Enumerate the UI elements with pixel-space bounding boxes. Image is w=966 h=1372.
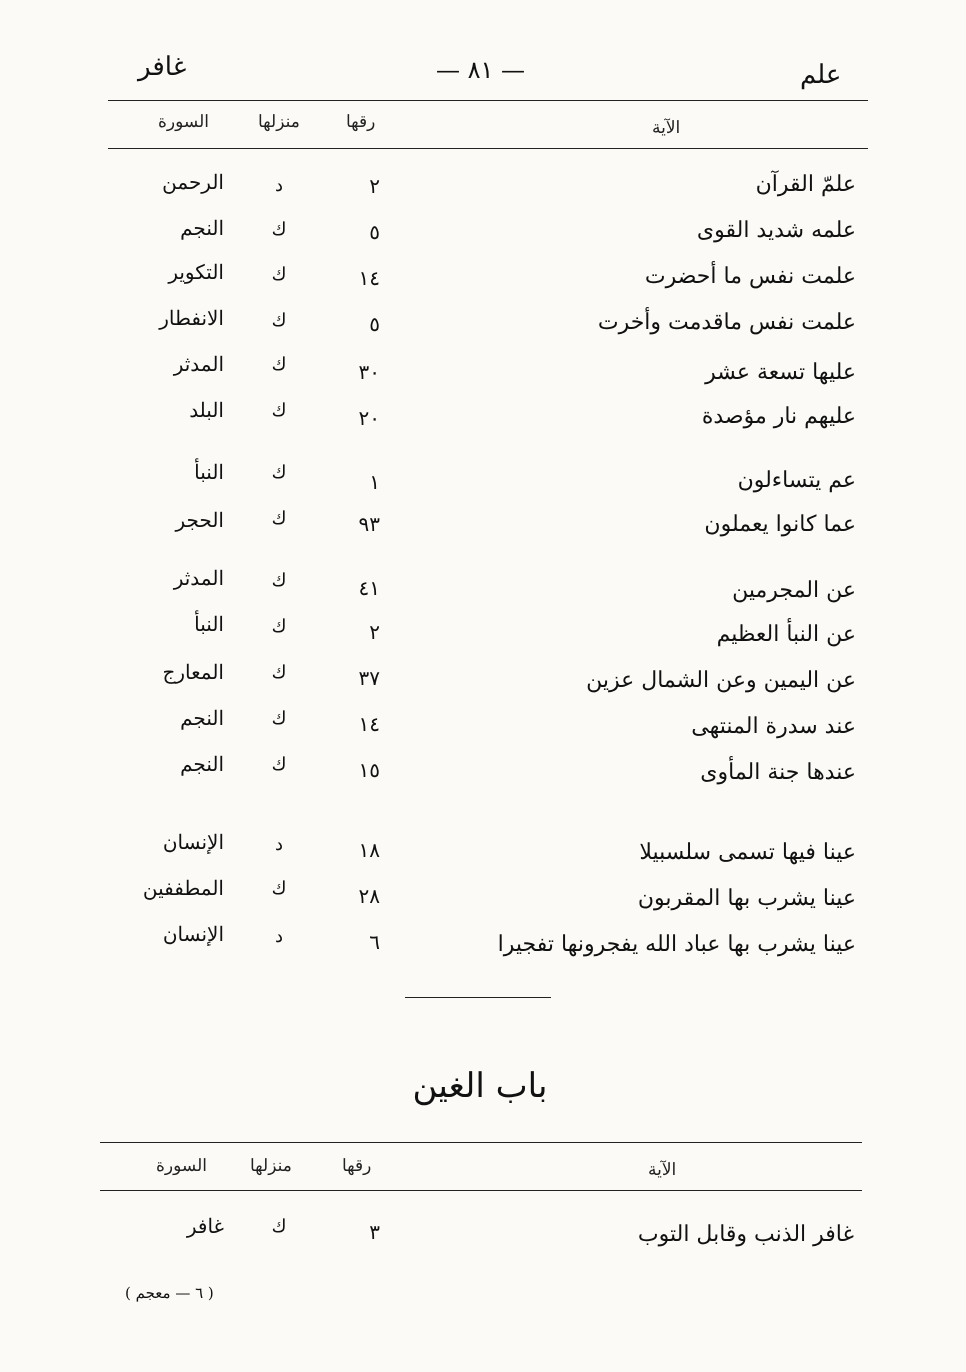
section-separator bbox=[405, 997, 551, 998]
revelation-type: ك bbox=[271, 310, 287, 331]
surah-name: النبأ bbox=[194, 460, 224, 484]
ayah-text: عينا فيها تسمى سلسبيلا bbox=[639, 840, 856, 865]
ayah-number: ١٥ bbox=[358, 758, 380, 782]
ayah-text: عن النبأ العظيم bbox=[716, 622, 856, 647]
revelation-type: د bbox=[274, 834, 283, 855]
ayah-number: ١٤ bbox=[358, 266, 380, 290]
revelation-type: ك bbox=[271, 400, 287, 421]
header-right-word: علم bbox=[800, 60, 842, 90]
surah-name: المدثر bbox=[173, 566, 224, 590]
ayah-number: ٣ bbox=[369, 1220, 380, 1244]
page-number: — ٨١ — bbox=[436, 56, 526, 84]
surah-name: الانفطار bbox=[159, 306, 224, 330]
revelation-type: ك bbox=[271, 264, 287, 285]
ayah-number: ١٤ bbox=[358, 712, 380, 736]
ayah-number: ٢ bbox=[369, 174, 380, 198]
ayah-number: ٤١ bbox=[358, 576, 380, 600]
header-rule bbox=[108, 100, 868, 101]
surah-name: المدثر bbox=[173, 352, 224, 376]
surah-name: الرحمن bbox=[162, 170, 224, 194]
ayah-number: ٣٧ bbox=[358, 666, 380, 690]
ayah-text: عندها جنة المأوى bbox=[700, 760, 856, 785]
ayah-text: عما كانوا يعملون bbox=[704, 512, 856, 537]
ayah-text: عليهم نار مؤصدة bbox=[701, 404, 856, 429]
surah-name: المعارج bbox=[162, 660, 224, 684]
revelation-type: ك bbox=[271, 354, 287, 375]
surah-name: البلد bbox=[189, 398, 224, 422]
column-header-revelation: منزلها bbox=[258, 112, 300, 132]
revelation-type: د bbox=[274, 926, 283, 947]
revelation-type: ك bbox=[271, 570, 287, 591]
section-title: باب الغين bbox=[412, 1066, 548, 1106]
ayah-text: عينا يشرب بها عباد الله يفجرونها تفجيرا bbox=[497, 932, 856, 957]
surah-name: الإنسان bbox=[162, 922, 224, 946]
ayah-text: عينا يشرب بها المقربون bbox=[637, 886, 856, 911]
ayah-number: ٦ bbox=[369, 930, 380, 954]
ayah-text: عند سدرة المنتهى bbox=[691, 714, 856, 739]
column-header-rule bbox=[108, 148, 868, 149]
surah-name: المطففين bbox=[142, 876, 224, 900]
ayah-number: ١ bbox=[369, 470, 380, 494]
revelation-type: ك bbox=[271, 508, 287, 529]
revelation-type: ك bbox=[271, 708, 287, 729]
column-header-number: رقها bbox=[346, 112, 376, 132]
surah-name: النجم bbox=[180, 752, 224, 776]
ayah-number: ٢٨ bbox=[358, 884, 380, 908]
ayah-number: ٢٠ bbox=[358, 406, 380, 430]
revelation-type: ك bbox=[271, 662, 287, 683]
section-column-rule bbox=[100, 1190, 862, 1191]
column-header-surah: السورة bbox=[156, 1156, 207, 1176]
ayah-number: ٩٣ bbox=[358, 512, 380, 536]
ayah-text: علمّ القرآن bbox=[755, 172, 856, 197]
surah-name: النجم bbox=[180, 706, 224, 730]
ayah-number: ٣٠ bbox=[358, 360, 380, 384]
surah-name: الحجر bbox=[175, 508, 224, 532]
surah-name: الإنسان bbox=[162, 830, 224, 854]
column-header-surah: السورة bbox=[158, 112, 209, 132]
revelation-type: ك bbox=[271, 462, 287, 483]
footer-signature: ( ٦ — معجم ) bbox=[125, 1284, 214, 1302]
ayah-text: عن المجرمين bbox=[732, 578, 856, 603]
surah-name: غافر bbox=[186, 1214, 224, 1238]
ayah-text: عم يتساءلون bbox=[737, 468, 856, 493]
revelation-type: ك bbox=[271, 616, 287, 637]
ayah-text: عليها تسعة عشر bbox=[705, 360, 856, 385]
ayah-text: علمت نفس ما أحضرت bbox=[644, 264, 856, 289]
column-header-ayah: الآية bbox=[648, 1160, 677, 1180]
surah-name: النجم bbox=[180, 216, 224, 240]
revelation-type: ك bbox=[271, 878, 287, 899]
revelation-type: ك bbox=[271, 1216, 287, 1237]
ayah-text: علمه شديد القوى bbox=[696, 218, 856, 243]
section-header-rule bbox=[100, 1142, 862, 1143]
column-header-revelation: منزلها bbox=[250, 1156, 292, 1176]
surah-name: التكوير bbox=[168, 260, 224, 284]
revelation-type: ك bbox=[271, 219, 287, 240]
ayah-text: علمت نفس ماقدمت وأخرت bbox=[597, 310, 856, 335]
header-left-word: غافر bbox=[138, 52, 187, 82]
ayah-text: غافر الذنب وقابل التوب bbox=[637, 1222, 854, 1247]
surah-name: النبأ bbox=[194, 612, 224, 636]
ayah-number: ١٨ bbox=[358, 838, 380, 862]
column-header-number: رقها bbox=[342, 1156, 372, 1176]
ayah-number: ٥ bbox=[369, 312, 380, 336]
ayah-text: عن اليمين وعن الشمال عزين bbox=[586, 668, 856, 693]
column-header-ayah: الآية bbox=[652, 118, 681, 138]
ayah-number: ٢ bbox=[369, 620, 380, 644]
revelation-type: د bbox=[274, 175, 283, 196]
ayah-number: ٥ bbox=[369, 220, 380, 244]
revelation-type: ك bbox=[271, 754, 287, 775]
